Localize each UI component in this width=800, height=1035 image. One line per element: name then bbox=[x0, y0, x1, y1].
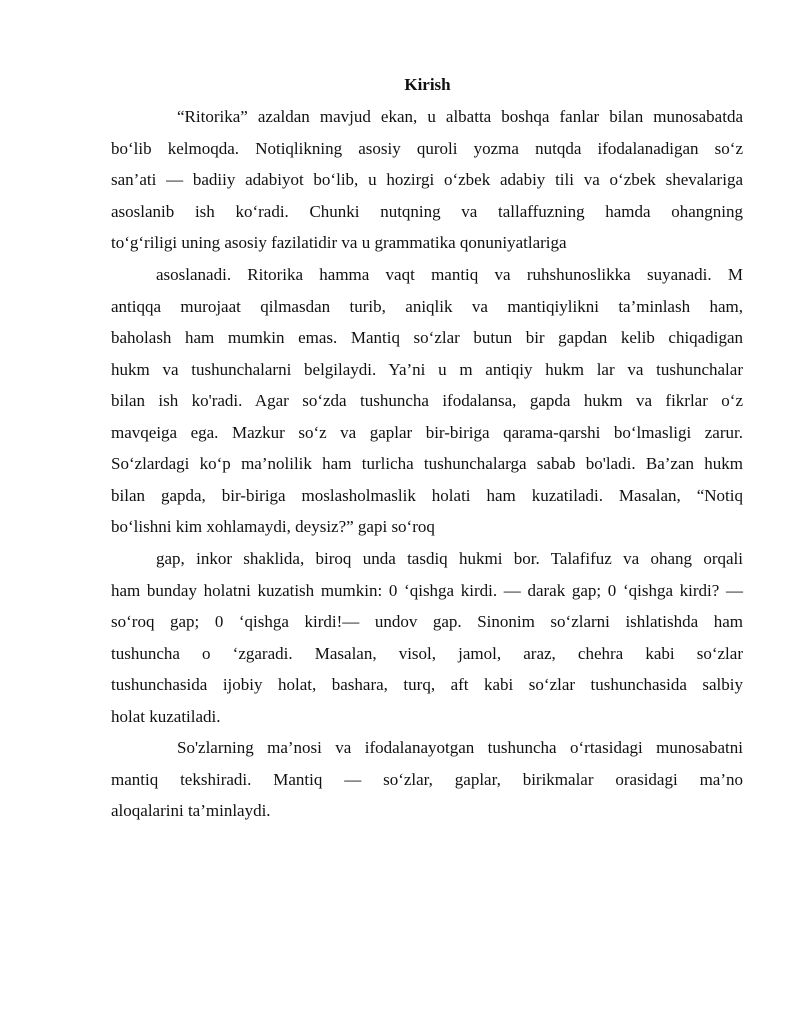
paragraph-2 bbox=[111, 259, 743, 543]
text-line: so‘roq gap; 0 ‘qishga kirdi!— undov gap. Sinonim so‘zlarni ishlatishda ham bbox=[111, 612, 743, 631]
text-line: baholash ham mumkin emas. Mantiq so‘zlar butun bir gapdan kelib chiqadigan bbox=[111, 328, 743, 347]
text-line: to‘g‘riligi uning asosiy fazilatidir va u grammatika qonuniyatlariga bbox=[111, 233, 567, 252]
text-line: So'zlarning ma’nosi va ifodalanayotgan tushuncha o‘rtasidagi munosabatni bbox=[177, 738, 743, 757]
paragraph-3 bbox=[111, 543, 743, 732]
text-line: mantiq tekshiradi. Mantiq — so‘zlar, gaplar, birikmalar orasidagi ma’no bbox=[111, 769, 743, 789]
text-line: hukm va tushunchalarni belgilaydi. Ya’ni u m antiqiy hukm lar va tushunchalar bbox=[111, 359, 743, 379]
paragraph-1 bbox=[111, 101, 743, 259]
text-line: tushunchasida ijobiy holat, bashara, turq, aft kabi so‘zlar tushunchasida salbiy bbox=[111, 675, 743, 694]
text-line: bilan ish ko'radi. Agar so‘zda tushuncha ifodalansa, gapda hukm va fikrlar o‘z bbox=[111, 391, 743, 410]
text-line: bo‘lishni kim xohlamaydi, deysiz?” gapi so‘roq bbox=[111, 517, 435, 536]
text-line: gap, inkor shaklida, biroq unda tasdiq hukmi bor. Talafifuz va ohang orqali bbox=[156, 549, 743, 568]
text-line: ham bunday holatni kuzatish mumkin: 0 ‘qishga kirdi. — darak gap; 0 ‘qishga kirdi? — bbox=[111, 580, 743, 600]
text-line: bilan gapda, bir-biriga moslasholmaslik holati ham kuzatiladi. Masalan, “Notiq bbox=[111, 485, 743, 505]
text-line: bo‘lib kelmoqda. Notiqlikning asosiy quroli yozma nutqda ifodalanadigan so‘z bbox=[111, 138, 743, 158]
text-line: asoslanadi. Ritorika hamma vaqt mantiq va ruhshunoslikka suyanadi. M bbox=[156, 265, 743, 284]
text-line: antiqqa murojaat qilmasdan turib, aniqlik va mantiqiylikni ta’minlash ham, bbox=[111, 296, 743, 316]
text-line: aloqalarini ta’minlaydi. bbox=[111, 801, 271, 820]
text-line: mavqeiga ega. Mazkur so‘z va gaplar bir-biriga qarama-qarshi bo‘lmasligi zarur. bbox=[111, 422, 743, 442]
text-line: So‘zlardagi ko‘p ma’nolilik ham turlicha tushunchalarga sabab bo'ladi. Ba’zan hukm bbox=[111, 454, 743, 473]
text-line: “Ritorika” azaldan mavjud ekan, u albatta boshqa fanlar bilan munosabatda bbox=[177, 107, 743, 126]
text-line: asoslanib ish ko‘radi. Chunki nutqning va tallaffuzning hamda ohangning bbox=[111, 201, 743, 221]
text-line: tushuncha o ‘zgaradi. Masalan, visol, jamol, araz, chehra kabi so‘zlar bbox=[111, 643, 743, 663]
text-line: holat kuzatiladi. bbox=[111, 706, 221, 726]
text-line: san’ati — badiiy adabiyot bo‘lib, u hozirgi o‘zbek adabiy tili va o‘zbek shevalariga bbox=[111, 170, 743, 189]
paragraph-4 bbox=[111, 732, 743, 827]
page-title: Kirish bbox=[404, 75, 451, 94]
